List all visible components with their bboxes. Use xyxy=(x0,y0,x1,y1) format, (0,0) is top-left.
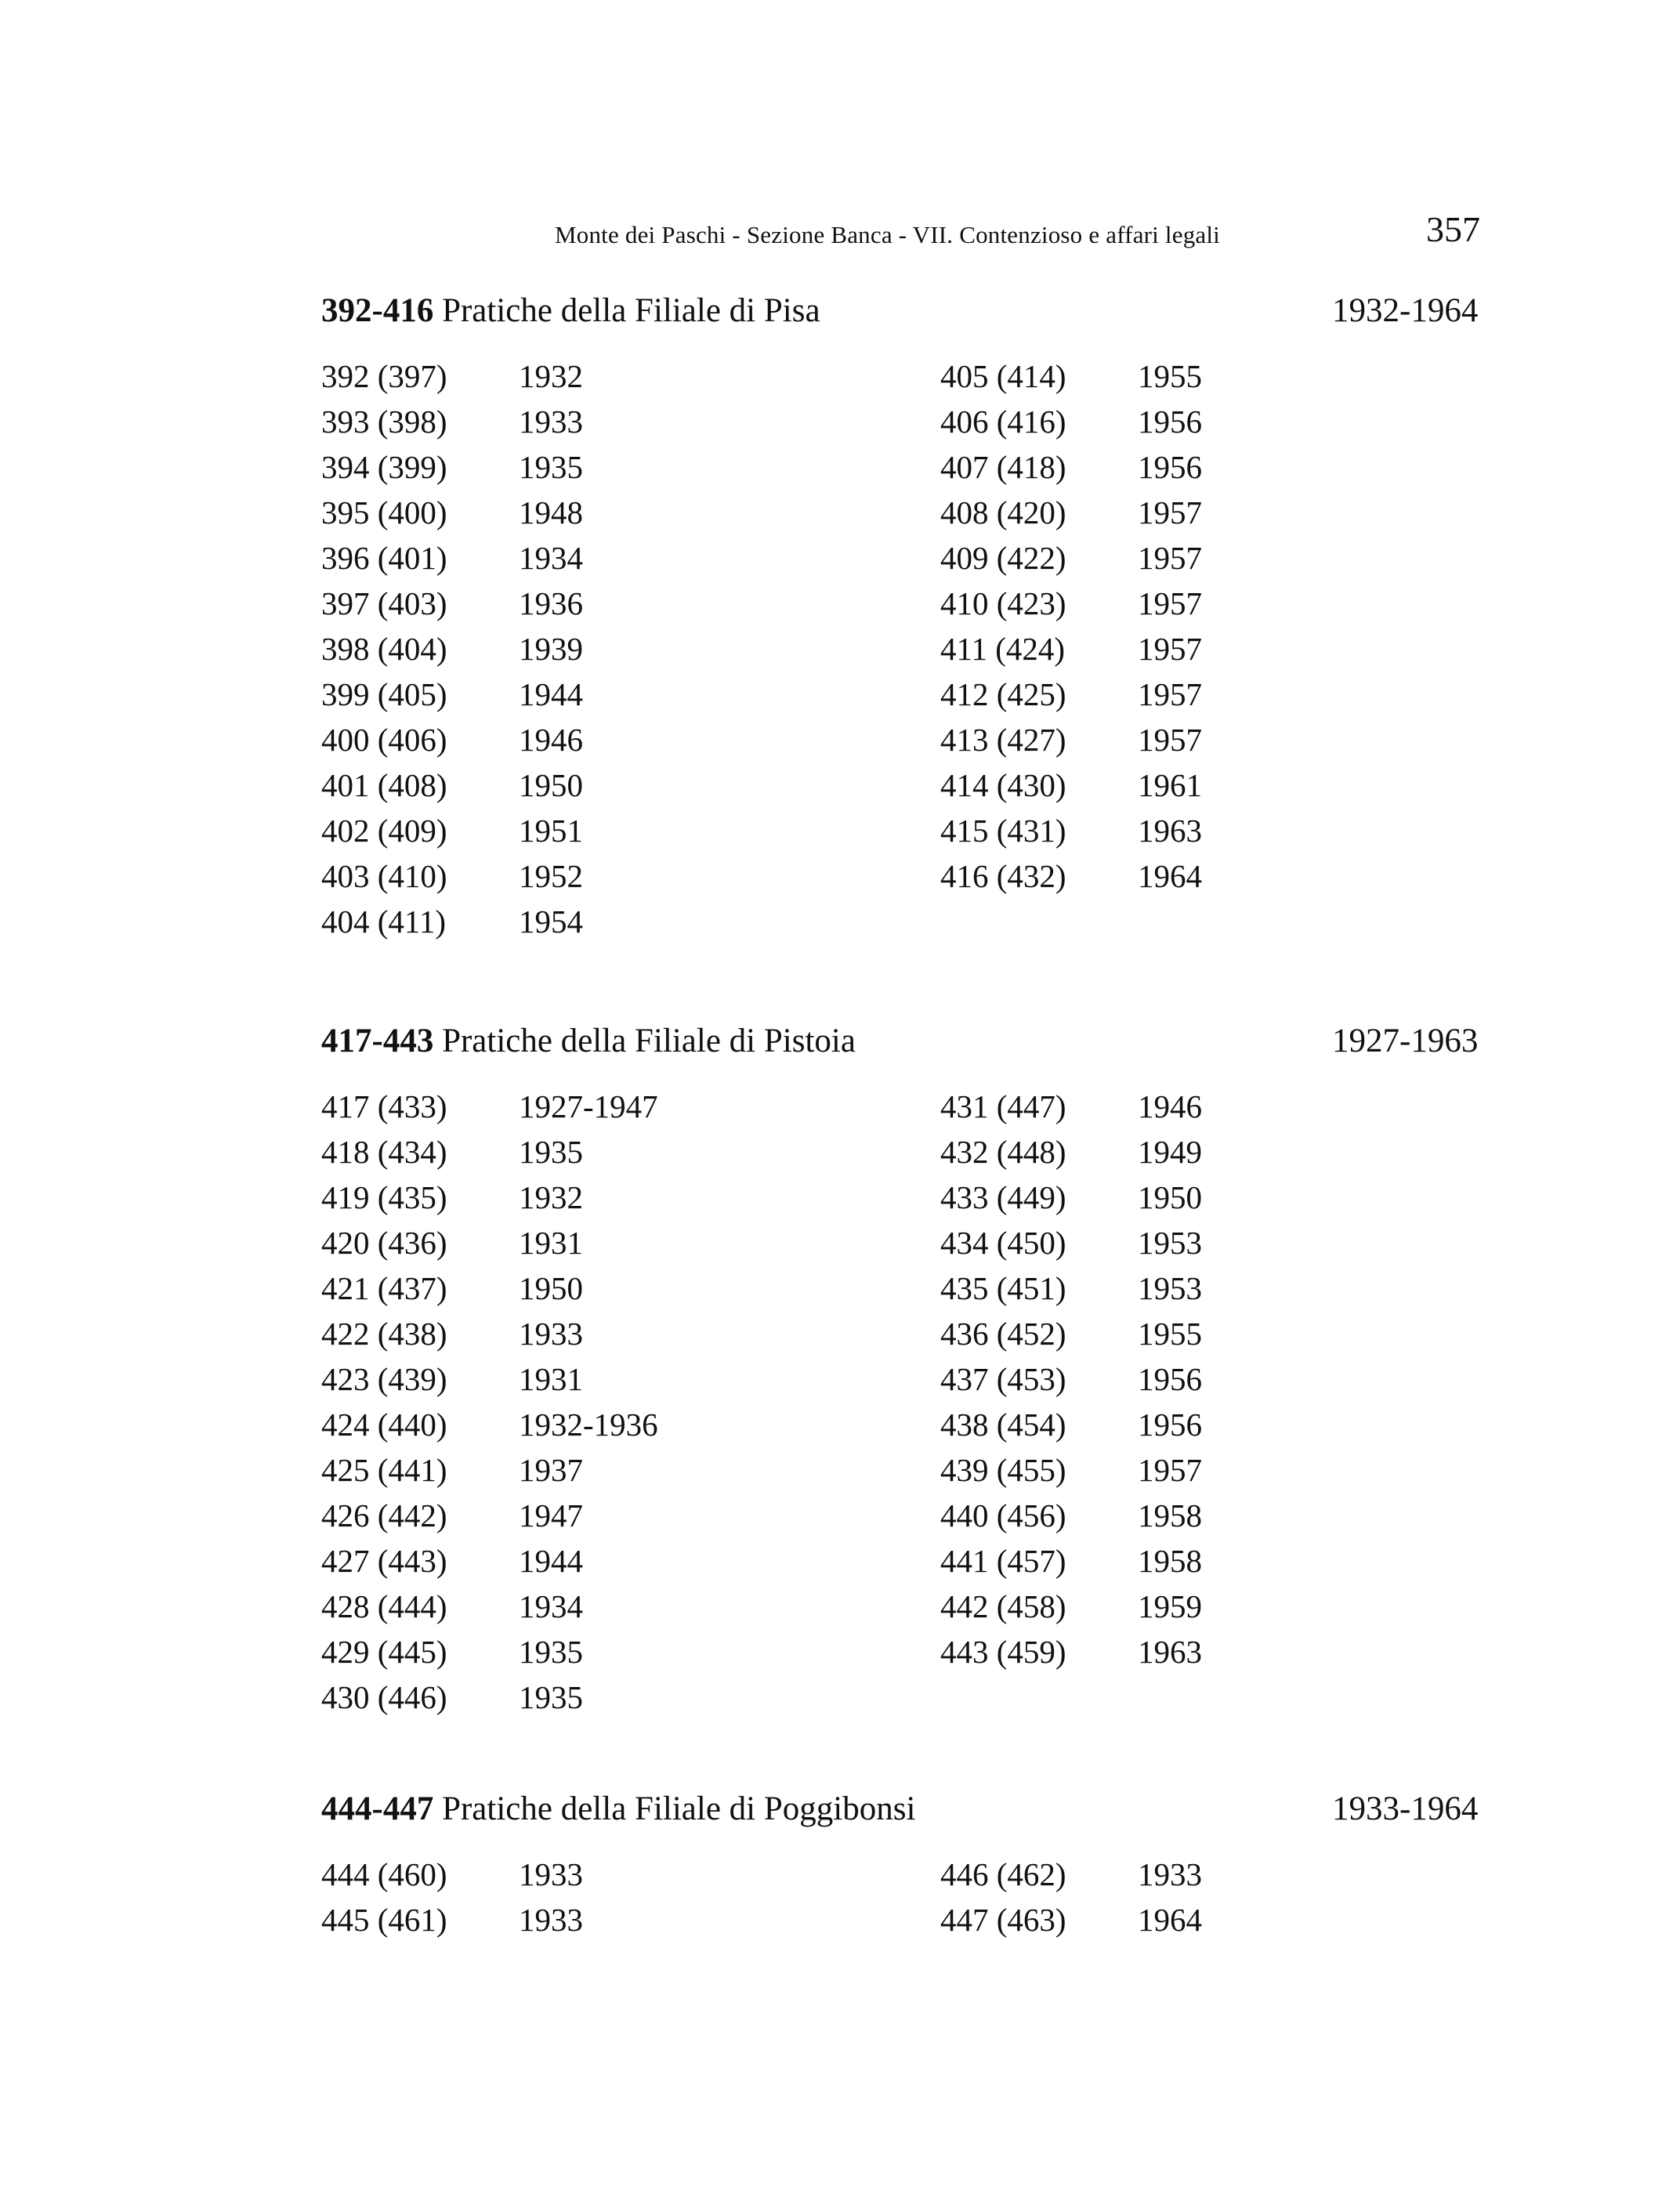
entry-year: 1957 xyxy=(1138,1452,1202,1488)
section-dates: 1932-1964 xyxy=(1332,292,1479,329)
section-range: 392-416 xyxy=(321,292,434,329)
entry-number: 425 (441) xyxy=(321,1452,447,1488)
section-title: Pratiche della Filiale di Poggibonsi xyxy=(442,1790,916,1827)
entry-number: 409 (422) xyxy=(940,540,1066,576)
entry-year: 1935 xyxy=(519,1679,583,1715)
entry-year: 1944 xyxy=(519,1543,583,1579)
entry-year: 1963 xyxy=(1138,1634,1202,1670)
entry-number: 399 (405) xyxy=(321,676,447,712)
entry-year: 1963 xyxy=(1138,813,1202,849)
entry-number: 424 (440) xyxy=(321,1407,447,1443)
entry-number: 446 (462) xyxy=(940,1856,1066,1892)
entry-year: 1937 xyxy=(519,1452,583,1488)
entry-number: 393 (398) xyxy=(321,404,447,440)
entry-year: 1957 xyxy=(1138,540,1202,576)
entry-year: 1927-1947 xyxy=(519,1088,658,1124)
entry-year: 1934 xyxy=(519,540,583,576)
entry-number: 395 (400) xyxy=(321,494,447,530)
entry-year: 1956 xyxy=(1138,1407,1202,1443)
entry-number: 420 (436) xyxy=(321,1225,447,1261)
entry-year: 1932 xyxy=(519,358,583,394)
entry-year: 1948 xyxy=(519,494,583,530)
entry-number: 434 (450) xyxy=(940,1225,1066,1261)
section-heading xyxy=(321,291,820,330)
entry-year: 1952 xyxy=(519,858,583,894)
entry-year: 1933 xyxy=(519,404,583,440)
entry-number: 445 (461) xyxy=(321,1902,447,1938)
section-heading xyxy=(321,1022,856,1060)
entry-year: 1954 xyxy=(519,903,583,940)
entry-number: 401 (408) xyxy=(321,767,447,803)
entry-number: 444 (460) xyxy=(321,1856,447,1892)
entry-number: 413 (427) xyxy=(940,722,1066,758)
entry-year: 1964 xyxy=(1138,1902,1202,1938)
entry-year: 1932 xyxy=(519,1179,583,1215)
entry-year: 1947 xyxy=(519,1497,583,1533)
entry-number: 421 (437) xyxy=(321,1270,447,1306)
entry-number: 437 (453) xyxy=(940,1361,1066,1397)
entry-number: 398 (404) xyxy=(321,631,447,667)
entry-year: 1958 xyxy=(1138,1543,1202,1579)
entry-number: 447 (463) xyxy=(940,1902,1066,1938)
entry-number: 404 (411) xyxy=(321,903,447,940)
entry-year: 1949 xyxy=(1138,1134,1202,1170)
entry-number: 441 (457) xyxy=(940,1543,1066,1579)
entry-year: 1936 xyxy=(519,585,583,621)
entry-number: 405 (414) xyxy=(940,358,1066,394)
entry-number: 443 (459) xyxy=(940,1634,1066,1670)
entry-number: 416 (432) xyxy=(940,858,1066,894)
entry-number: 422 (438) xyxy=(321,1316,447,1352)
entry-year: 1950 xyxy=(1138,1179,1202,1215)
entry-year: 1957 xyxy=(1138,676,1202,712)
entry-number: 392 (397) xyxy=(321,358,447,394)
entry-number: 407 (418) xyxy=(940,449,1066,485)
entry-number: 417 (433) xyxy=(321,1088,447,1124)
entry-year: 1951 xyxy=(519,813,583,849)
entry-number: 397 (403) xyxy=(321,585,447,621)
entry-year: 1935 xyxy=(519,1634,583,1670)
section-heading xyxy=(321,1790,915,1828)
entry-year: 1953 xyxy=(1138,1225,1202,1261)
entry-year: 1933 xyxy=(1138,1856,1202,1892)
section-title: Pratiche della Filiale di Pisa xyxy=(442,292,820,329)
running-title: Monte dei Paschi - Sezione Banca - VII. Contenzioso e affari legali xyxy=(555,221,1220,248)
entry-year: 1933 xyxy=(519,1316,583,1352)
entry-number: 394 (399) xyxy=(321,449,447,485)
entry-year: 1959 xyxy=(1138,1588,1202,1624)
entry-year: 1964 xyxy=(1138,858,1202,894)
entry-year: 1953 xyxy=(1138,1270,1202,1306)
entry-number: 396 (401) xyxy=(321,540,447,576)
entry-number: 415 (431) xyxy=(940,813,1066,849)
entry-year: 1961 xyxy=(1138,767,1202,803)
entry-number: 442 (458) xyxy=(940,1588,1066,1624)
entry-number: 427 (443) xyxy=(321,1543,447,1579)
entry-number: 431 (447) xyxy=(940,1088,1066,1124)
entry-year: 1950 xyxy=(519,1270,583,1306)
entry-number: 412 (425) xyxy=(940,676,1066,712)
entry-number: 411 (424) xyxy=(940,631,1066,667)
entry-number: 400 (406) xyxy=(321,722,447,758)
entry-year: 1955 xyxy=(1138,1316,1202,1352)
entry-number: 430 (446) xyxy=(321,1679,447,1715)
entry-number: 433 (449) xyxy=(940,1179,1066,1215)
entry-year: 1933 xyxy=(519,1856,583,1892)
section-title: Pratiche della Filiale di Pistoia xyxy=(442,1023,856,1059)
entry-number: 436 (452) xyxy=(940,1316,1066,1352)
entry-number: 428 (444) xyxy=(321,1588,447,1624)
entry-year: 1957 xyxy=(1138,494,1202,530)
entry-year: 1931 xyxy=(519,1361,583,1397)
entry-year: 1958 xyxy=(1138,1497,1202,1533)
entry-year: 1935 xyxy=(519,449,583,485)
entry-year: 1950 xyxy=(519,767,583,803)
entry-year: 1932-1936 xyxy=(519,1407,658,1443)
entry-year: 1956 xyxy=(1138,1361,1202,1397)
section-range: 444-447 xyxy=(321,1790,434,1827)
entry-year: 1956 xyxy=(1138,404,1202,440)
entry-year: 1934 xyxy=(519,1588,583,1624)
entry-number: 403 (410) xyxy=(321,858,447,894)
entry-year: 1935 xyxy=(519,1134,583,1170)
entry-number: 435 (451) xyxy=(940,1270,1066,1306)
entry-number: 408 (420) xyxy=(940,494,1066,530)
entry-number: 402 (409) xyxy=(321,813,447,849)
entry-year: 1957 xyxy=(1138,585,1202,621)
entry-number: 432 (448) xyxy=(940,1134,1066,1170)
entry-year: 1944 xyxy=(519,676,583,712)
entry-year: 1955 xyxy=(1138,358,1202,394)
entry-year: 1946 xyxy=(1138,1088,1202,1124)
entry-year: 1956 xyxy=(1138,449,1202,485)
entry-year: 1957 xyxy=(1138,722,1202,758)
entry-year: 1957 xyxy=(1138,631,1202,667)
section-dates: 1927-1963 xyxy=(1332,1023,1479,1059)
entry-year: 1931 xyxy=(519,1225,583,1261)
entry-year: 1946 xyxy=(519,722,583,758)
entry-number: 419 (435) xyxy=(321,1179,447,1215)
entry-number: 414 (430) xyxy=(940,767,1066,803)
section-dates: 1933-1964 xyxy=(1332,1790,1479,1827)
entry-year: 1933 xyxy=(519,1902,583,1938)
entry-number: 439 (455) xyxy=(940,1452,1066,1488)
entry-number: 406 (416) xyxy=(940,404,1066,440)
entry-year: 1939 xyxy=(519,631,583,667)
entry-number: 418 (434) xyxy=(321,1134,447,1170)
entry-number: 429 (445) xyxy=(321,1634,447,1670)
entry-number: 423 (439) xyxy=(321,1361,447,1397)
entry-number: 426 (442) xyxy=(321,1497,447,1533)
entry-number: 440 (456) xyxy=(940,1497,1066,1533)
section-range: 417-443 xyxy=(321,1023,434,1059)
entry-number: 438 (454) xyxy=(940,1407,1066,1443)
entry-number: 410 (423) xyxy=(940,585,1066,621)
page-number: 357 xyxy=(1426,209,1480,249)
